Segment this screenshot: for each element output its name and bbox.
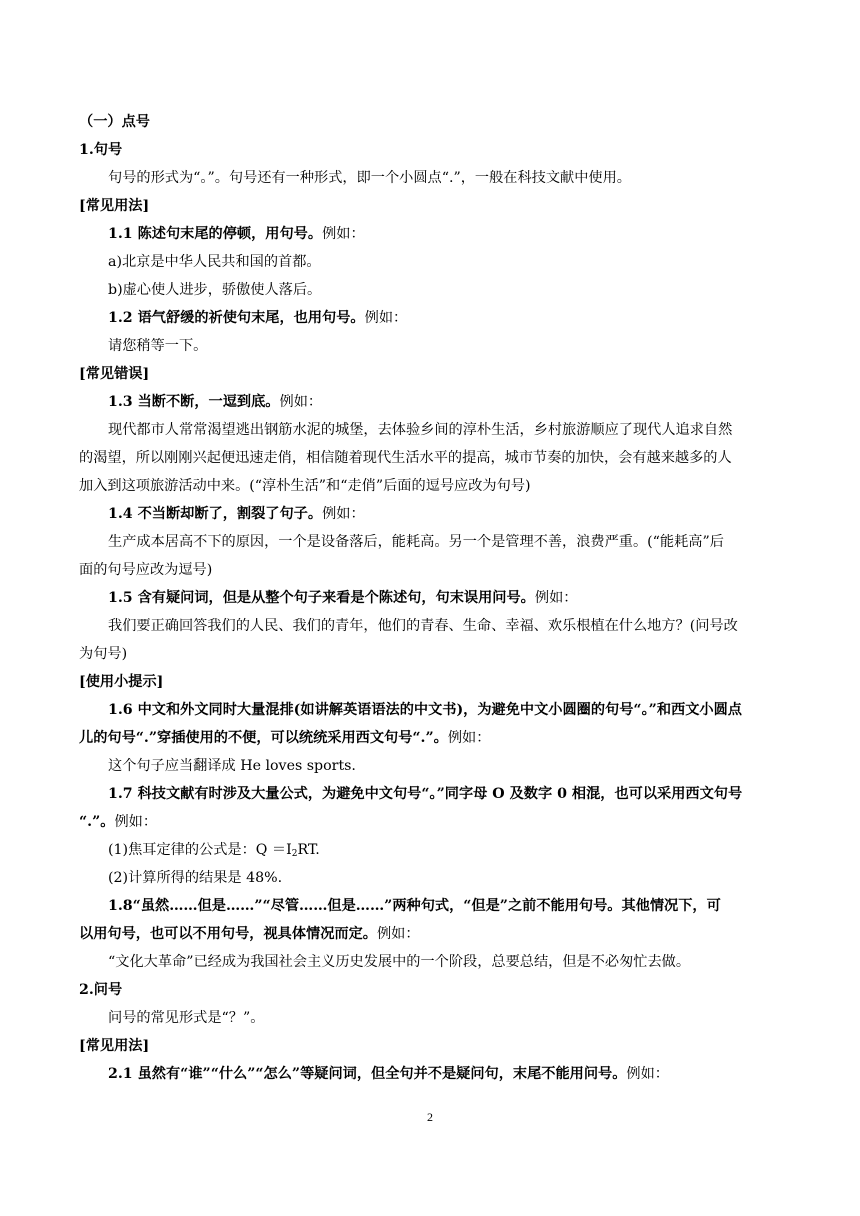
label-common-usage-2: [常见用法] [79, 1038, 150, 1054]
rule-title: 1.2 语气舒缓的祈使句末尾，也用句号。 [108, 310, 365, 326]
rule-1-6-cont [79, 724, 787, 752]
rule-1-2 [79, 304, 787, 332]
example-line: a)北京是中华人民共和国的首都。 [108, 254, 321, 270]
rule-title: 1.1 陈述句末尾的停顿，用句号。 [108, 226, 323, 242]
subsection-heading-question: 2.问号 [79, 982, 123, 998]
rule-tail: 例如： [364, 310, 408, 326]
rule-1-7: 1.7 科技文献有时涉及大量公式，为避免中文句号“。”同字母 O 及数字 0 相混，也可以采用西文句号 [108, 786, 743, 802]
rule-title: 1.5 含有疑问词，但是从整个句子来看是个陈述句，句末误用问号。 [108, 590, 535, 606]
formula-example [79, 836, 787, 864]
formula-subscript: 2 [291, 849, 298, 859]
example-line: 现代都市人常常渴望逃出钢筋水泥的城堡，去体验乡间的淳朴生活，乡村旅游顺应了现代人追求自然 [108, 422, 733, 438]
period-intro: 句号的形式为“。”。句号还有一种形式，即一个小圆点“.”，一般在科技文献中使用。 [108, 170, 631, 186]
rule-tail: 例如： [279, 394, 323, 410]
section-heading: （一）点号 [79, 114, 150, 130]
rule-title: 儿的句号“.”穿插使用的不便，可以统统采用西文句号“.”。 [79, 730, 448, 746]
example-line: 这个句子应当翻译成 He loves sports. [108, 758, 356, 774]
rule-title: 1.3 当断不断，一逗到底。 [108, 394, 280, 410]
example-line: (2)计算所得的结果是 48%. [108, 870, 283, 886]
rule-tail: 例如： [626, 1066, 669, 1082]
label-common-usage: [常见用法] [79, 198, 150, 214]
example-line: 请您稍等一下。 [108, 338, 208, 354]
page-number: 2 [427, 1110, 433, 1124]
example-line: 生产成本居高不下的原因，一个是设备落后，能耗高。另一个是管理不善，浪费严重。(“能耗高”后 [108, 534, 724, 550]
example-line: b)虚心使人进步，骄傲使人落后。 [108, 282, 322, 298]
rule-title: 以用句号，也可以不用句号，视具体情况而定。 [79, 926, 377, 942]
rule-tail: 例如： [322, 226, 365, 242]
formula-text: (1)焦耳定律的公式是：Q ＝I [108, 842, 292, 858]
example-line: 的渴望，所以刚刚兴起便迅速走俏，相信随着现代生活水平的提高，城市节奏的加快，会有越来越多的人 [79, 450, 732, 466]
rule-1-7-cont [79, 808, 787, 836]
rule-tail: 例如： [114, 814, 158, 830]
question-intro: 问号的常见形式是“？”。 [108, 1010, 265, 1026]
example-line: 为句号) [79, 646, 128, 662]
rule-tail: 例如： [322, 506, 365, 522]
rule-tail: 例如： [534, 590, 578, 606]
rule-1-4 [79, 500, 787, 528]
label-tips: [使用小提示] [79, 674, 164, 690]
rule-1-1 [79, 220, 787, 248]
formula-text: RT. [297, 842, 320, 858]
rule-tail: 例如： [447, 730, 491, 746]
rule-1-3 [79, 388, 787, 416]
rule-1-5 [79, 584, 787, 612]
rule-1-8: 1.8“虽然……但是……”“尽管……但是……”两种句式，“但是”之前不能用句号。其他情况下，可 [108, 898, 721, 914]
rule-tail: 例如： [376, 926, 420, 942]
subsection-heading-period: 1.句号 [79, 142, 123, 158]
rule-1-8-cont [79, 920, 787, 948]
example-line: 加入到这项旅游活动中来。(“淳朴生活”和“走俏”后面的逗号应改为句号) [79, 478, 531, 494]
document-body [79, 108, 787, 1088]
example-line: “文化大革命”已经成为我国社会主义历史发展中的一个阶段，总要总结，但是不必匆忙去做。 [108, 954, 691, 970]
example-line: 面的句号应改为逗号) [79, 562, 213, 578]
label-common-errors: [常见错误] [79, 366, 150, 382]
rule-title: 2.1 虽然有“谁”“什么”“怎么”等疑问词，但全句并不是疑问句，末尾不能用问号。 [108, 1066, 627, 1082]
rule-2-1 [79, 1060, 787, 1088]
example-line: 我们要正确回答我们的人民、我们的青年，他们的青春、生命、幸福、欢乐根植在什么地方？(问号改 [108, 618, 738, 634]
rule-1-6: 1.6 中文和外文同时大量混排(如讲解英语语法的中文书)，为避免中文小圆圈的句号“。”和西文小圆点 [108, 702, 742, 718]
rule-title: 1.4 不当断却断了，割裂了句子。 [108, 506, 323, 522]
rule-title: “.”。 [79, 814, 115, 830]
